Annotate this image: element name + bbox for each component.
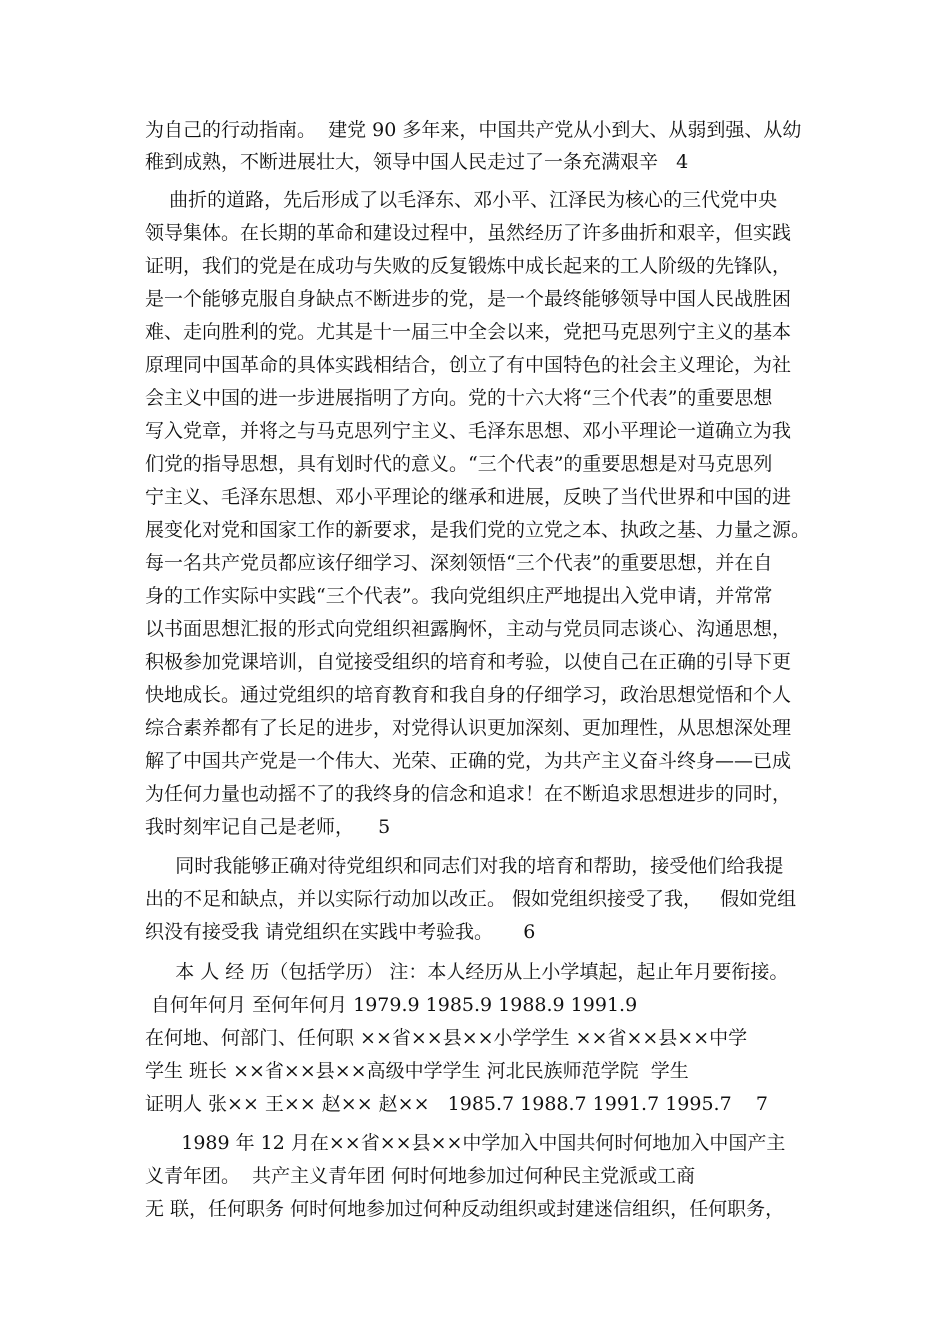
- text-line: 综合素养都有了长足的进步，对党得认识更加深刻、更加理性，从思想深处理: [145, 717, 792, 739]
- text-line: 为任何力量也动摇不了的我终身的信念和追求！在不断追求思想进步的同时，: [145, 783, 792, 805]
- text-line: 学生 班长 ××省××县××高级中学学生 河北民族师范学院 学生: [145, 1060, 689, 1082]
- text-line: 会主义中国的进一步进展指明了方向。党的十六大将“三个代表”的重要思想: [145, 387, 773, 409]
- text-line: 证明人 张×× 王×× 赵×× 赵×× 1985.7 1988.7 1991.7 1995.7 7: [145, 1093, 768, 1115]
- text-line: 积极参加党课培训，自觉接受组织的培育和考验，以使自己在正确的引导下更: [145, 651, 792, 673]
- text-line: 我时刻牢记自己是老师， 5: [145, 816, 391, 838]
- text-line: 宁主义、毛泽东思想、邓小平理论的继承和进展，反映了当代世界和中国的进: [145, 486, 792, 508]
- text-line: 稚到成熟，不断进展壮大，领导中国人民走过了一条充满艰辛 4: [145, 151, 689, 173]
- text-line: 难、走向胜利的党。尤其是十一届三中全会以来，党把马克思列宁主义的基本: [145, 321, 792, 343]
- text-line: 们党的指导思想，具有划时代的意义。“三个代表”的重要思想是对马克思列: [145, 453, 773, 475]
- text-line: 在何地、何部门、任何职 ××省××县××小学学生 ××省××县××中学: [145, 1027, 748, 1049]
- text-line: 本 人 经 历（包括学历） 注：本人经历从上小学填起，起止年月要衔接。: [145, 961, 789, 983]
- text-line: 展变化对党和国家工作的新要求，是我们党的立党之本、执政之基、力量之源。: [145, 519, 811, 541]
- text-line: 织没有接受我 请党组织在实践中考验我。 6: [145, 921, 536, 943]
- text-line: 为自己的行动指南。 建党 90 多年来，中国共产党从小到大、从弱到强、从幼: [145, 119, 802, 141]
- text-line: 原理同中国革命的具体实践相结合，创立了有中国特色的社会主义理论，为社: [145, 354, 792, 376]
- text-line: 身的工作实际中实践“三个代表”。我向党组织庄严地提出入党申请，并常常: [145, 585, 773, 607]
- text-line: 解了中国共产党是一个伟大、光荣、正确的党，为共产主义奋斗终身——已成: [145, 750, 792, 772]
- text-line: 曲折的道路，先后形成了以毛泽东、邓小平、江泽民为核心的三代党中央: [145, 189, 778, 211]
- text-line: 1989 年 12 月在××省××县××中学加入中国共何时何地加入中国产主: [145, 1132, 786, 1154]
- text-line: 证明，我们的党是在成功与失败的反复锻炼中成长起来的工人阶级的先锋队，: [145, 255, 792, 277]
- text-line: 领导集体。在长期的革命和建设过程中，虽然经历了许多曲折和艰辛，但实践: [145, 222, 792, 244]
- text-line: 无 联，任何职务 何时何地参加过何种反动组织或封建迷信组织，任何职务，: [145, 1198, 785, 1220]
- text-line: 是一个能够克服自身缺点不断进步的党，是一个最终能够领导中国人民战胜困: [145, 288, 792, 310]
- text-line: 每一名共产党员都应该仔细学习、深刻领悟“三个代表”的重要思想，并在自: [145, 552, 773, 574]
- text-line: 写入党章，并将之与马克思列宁主义、毛泽东思想、邓小平理论一道确立为我: [145, 420, 792, 442]
- text-line: 自何年何月 至何年何月 1979.9 1985.9 1988.9 1991.9: [145, 994, 638, 1016]
- text-line: 同时我能够正确对待党组织和同志们对我的培育和帮助，接受他们给我提: [145, 855, 784, 877]
- text-line: 快地成长。通过党组织的培育教育和我自身的仔细学习，政治思想觉悟和个人: [145, 684, 792, 706]
- text-line: 以书面思想汇报的形式向党组织袒露胸怀，主动与党员同志谈心、沟通思想，: [145, 618, 792, 640]
- text-line: 义青年团。 共产主义青年团 何时何地参加过何种民主党派或工商: [145, 1165, 696, 1187]
- text-line: 出的不足和缺点，并以实际行动加以改正。 假如党组织接受了我， 假如党组: [145, 888, 797, 910]
